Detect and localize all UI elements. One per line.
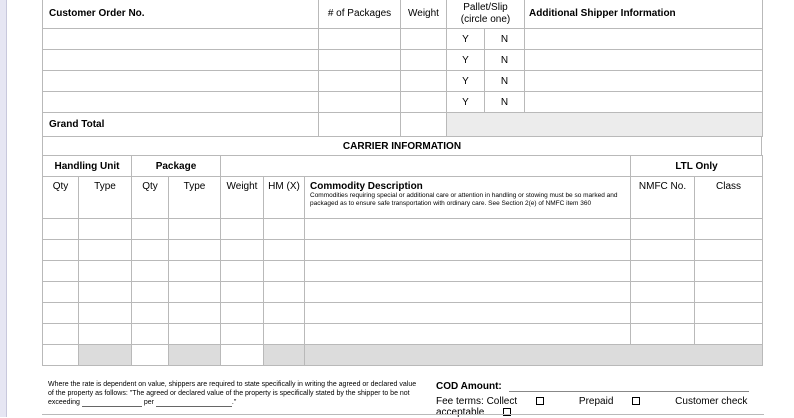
weight-cell[interactable] (221, 282, 264, 303)
order-header-row (43, 0, 763, 29)
carrier-title-table (42, 136, 762, 156)
valuation-per: per (143, 399, 154, 406)
valuation-statement (48, 380, 423, 407)
hm-cell[interactable] (264, 324, 305, 345)
prepaid-label: Prepaid (578, 396, 614, 407)
cod-amount-line[interactable] (509, 383, 749, 392)
type-cell[interactable] (79, 240, 132, 261)
carrier-information-title: CARRIER INFORMATION (43, 137, 762, 156)
type-cell[interactable] (79, 303, 132, 324)
hm-cell[interactable] (264, 240, 305, 261)
hm-cell[interactable] (264, 261, 305, 282)
commodity-cell[interactable] (305, 219, 631, 240)
table-row (43, 303, 763, 324)
total-type-shaded (79, 345, 132, 366)
total-package-qty-cell[interactable] (132, 345, 169, 366)
pallet-yes[interactable]: Y (447, 71, 485, 92)
class-header: Class (695, 177, 763, 219)
table-row (43, 324, 763, 345)
table-row (43, 71, 763, 92)
shipper-info-header: Additional Shipper Information (525, 0, 763, 29)
packages-cell[interactable] (319, 50, 401, 71)
pallet-yes[interactable]: Y (447, 29, 485, 50)
grand-total-weight[interactable] (401, 113, 447, 137)
fee-terms-collect-label: Fee terms: Collect (436, 396, 518, 407)
weight-cell[interactable] (401, 50, 447, 71)
type-cell[interactable] (79, 219, 132, 240)
commodity-cell[interactable] (305, 324, 631, 345)
weight-cell[interactable] (221, 240, 264, 261)
pallet-slip-header (447, 0, 525, 29)
page-left-edge-line (6, 0, 7, 417)
weight-header: Weight (401, 0, 447, 29)
packages-header: # of Packages (319, 0, 401, 29)
nmfc-cell[interactable] (631, 240, 695, 261)
commodity-cell[interactable] (305, 303, 631, 324)
qty-cell[interactable] (43, 324, 79, 345)
type-cell[interactable] (79, 282, 132, 303)
pallet-no[interactable]: N (485, 71, 525, 92)
type-cell[interactable] (79, 261, 132, 282)
declared-per-line[interactable] (156, 400, 232, 407)
package-qty-header: Qty (132, 177, 169, 219)
total-shaded (305, 345, 763, 366)
table-row (43, 219, 763, 240)
nmfc-cell[interactable] (631, 282, 695, 303)
grand-total-shaded (447, 113, 763, 137)
package-qty-cell[interactable] (132, 261, 169, 282)
bottom-rule (42, 414, 764, 415)
total-package-type-shaded (169, 345, 221, 366)
table-row (43, 282, 763, 303)
table-row (43, 29, 763, 50)
nmfc-cell[interactable] (631, 303, 695, 324)
packages-cell[interactable] (319, 29, 401, 50)
customer-order-header: Customer Order No. (43, 0, 319, 29)
shipper-info-cell[interactable] (525, 29, 763, 50)
weight-cell[interactable] (221, 324, 264, 345)
fee-terms-prepaid[interactable] (579, 396, 656, 407)
pallet-slip-label: Pallet/Slip (463, 1, 508, 13)
declared-value-line[interactable] (82, 400, 142, 407)
packages-cell[interactable] (319, 92, 401, 113)
class-cell[interactable] (695, 303, 763, 324)
weight-cell[interactable] (401, 92, 447, 113)
table-row (43, 261, 763, 282)
fee-terms-collect[interactable] (436, 396, 560, 407)
table-row (43, 50, 763, 71)
customer-check-label: Customer check acceptable (436, 396, 748, 418)
cod-section (436, 381, 766, 418)
class-cell[interactable] (695, 219, 763, 240)
customer-order-cell[interactable] (43, 50, 319, 71)
shipper-info-cell[interactable] (525, 50, 763, 71)
class-cell[interactable] (695, 240, 763, 261)
hm-cell[interactable] (264, 303, 305, 324)
customer-order-cell[interactable] (43, 29, 319, 50)
grand-total-row (43, 113, 763, 137)
type-cell[interactable] (79, 324, 132, 345)
commodity-description-header (305, 177, 631, 219)
package-type-cell[interactable] (169, 240, 221, 261)
pallet-yes[interactable]: Y (447, 50, 485, 71)
nmfc-header: NMFC No. (631, 177, 695, 219)
total-qty-cell[interactable] (43, 345, 79, 366)
commodity-cell[interactable] (305, 261, 631, 282)
package-qty-cell[interactable] (132, 324, 169, 345)
package-qty-cell[interactable] (132, 240, 169, 261)
qty-cell[interactable] (43, 303, 79, 324)
ltl-only-header: LTL Only (631, 156, 763, 177)
shipper-info-cell[interactable] (525, 92, 763, 113)
package-type-header: Type (169, 177, 221, 219)
hm-cell[interactable] (264, 219, 305, 240)
nmfc-cell[interactable] (631, 324, 695, 345)
nmfc-cell[interactable] (631, 261, 695, 282)
handling-unit-header: Handling Unit (43, 156, 132, 177)
pallet-yes[interactable]: Y (447, 92, 485, 113)
qty-cell[interactable] (43, 219, 79, 240)
customer-order-cell[interactable] (43, 71, 319, 92)
shipper-info-cell[interactable] (525, 71, 763, 92)
commodity-note: Commodities requiring special or additional care or attention in handling or stowing must be so marked and packaged as to ensure safe transportation with ordinary care. See Section 2(e) of NMFC item 360 (310, 192, 618, 207)
pallet-no[interactable]: N (485, 92, 525, 113)
commodity-cell[interactable] (305, 282, 631, 303)
class-cell[interactable] (695, 324, 763, 345)
grand-total-packages[interactable] (319, 113, 401, 137)
weight-cell[interactable] (221, 303, 264, 324)
hm-cell[interactable] (264, 282, 305, 303)
qty-cell[interactable] (43, 240, 79, 261)
weight-cell[interactable] (221, 261, 264, 282)
package-type-cell[interactable] (169, 219, 221, 240)
package-type-cell[interactable] (169, 303, 221, 324)
customer-order-table (42, 0, 763, 137)
cod-amount-label: COD Amount: (436, 381, 502, 392)
qty-header: Qty (43, 177, 79, 219)
class-cell[interactable] (695, 282, 763, 303)
table-row (43, 240, 763, 261)
carrier-column-header-row (43, 177, 763, 219)
qty-cell[interactable] (43, 261, 79, 282)
package-qty-cell[interactable] (132, 282, 169, 303)
circle-one-label: (circle one) (460, 13, 511, 25)
class-cell[interactable] (695, 261, 763, 282)
package-qty-cell[interactable] (132, 219, 169, 240)
commodity-description-title: Commodity Description (310, 181, 423, 192)
grand-total-label: Grand Total (43, 113, 319, 137)
carrier-weight-header: Weight (221, 177, 264, 219)
weight-cell[interactable] (401, 71, 447, 92)
package-type-cell[interactable] (169, 324, 221, 345)
total-weight-cell[interactable] (221, 345, 264, 366)
carrier-total-row (43, 345, 763, 366)
qty-cell[interactable] (43, 282, 79, 303)
prepaid-checkbox[interactable] (632, 397, 640, 405)
collect-checkbox[interactable] (536, 397, 544, 405)
customer-order-cell[interactable] (43, 92, 319, 113)
weight-cell[interactable] (401, 29, 447, 50)
weight-cell[interactable] (221, 219, 264, 240)
type-header: Type (79, 177, 132, 219)
package-qty-cell[interactable] (132, 303, 169, 324)
packages-cell[interactable] (319, 71, 401, 92)
commodity-cell[interactable] (305, 240, 631, 261)
hm-header: HM (X) (264, 177, 305, 219)
carrier-table (42, 155, 763, 366)
carrier-group-header-row (43, 156, 763, 177)
package-type-cell[interactable] (169, 261, 221, 282)
valuation-end: ." (231, 399, 237, 406)
customer-check-checkbox[interactable] (503, 408, 511, 416)
pallet-no[interactable]: N (485, 29, 525, 50)
table-row (43, 92, 763, 113)
total-hm-shaded (264, 345, 305, 366)
nmfc-cell[interactable] (631, 219, 695, 240)
valuation-text: Where the rate is dependent on value, shippers are required to state specifically in writing the agreed or declared value of the property as follows: "The agreed or declared value of the property is specifically stated by the shipper to be not exceeding (48, 381, 417, 406)
pallet-no[interactable]: N (485, 50, 525, 71)
package-type-cell[interactable] (169, 282, 221, 303)
package-header: Package (132, 156, 221, 177)
carrier-group-blank (221, 156, 631, 177)
